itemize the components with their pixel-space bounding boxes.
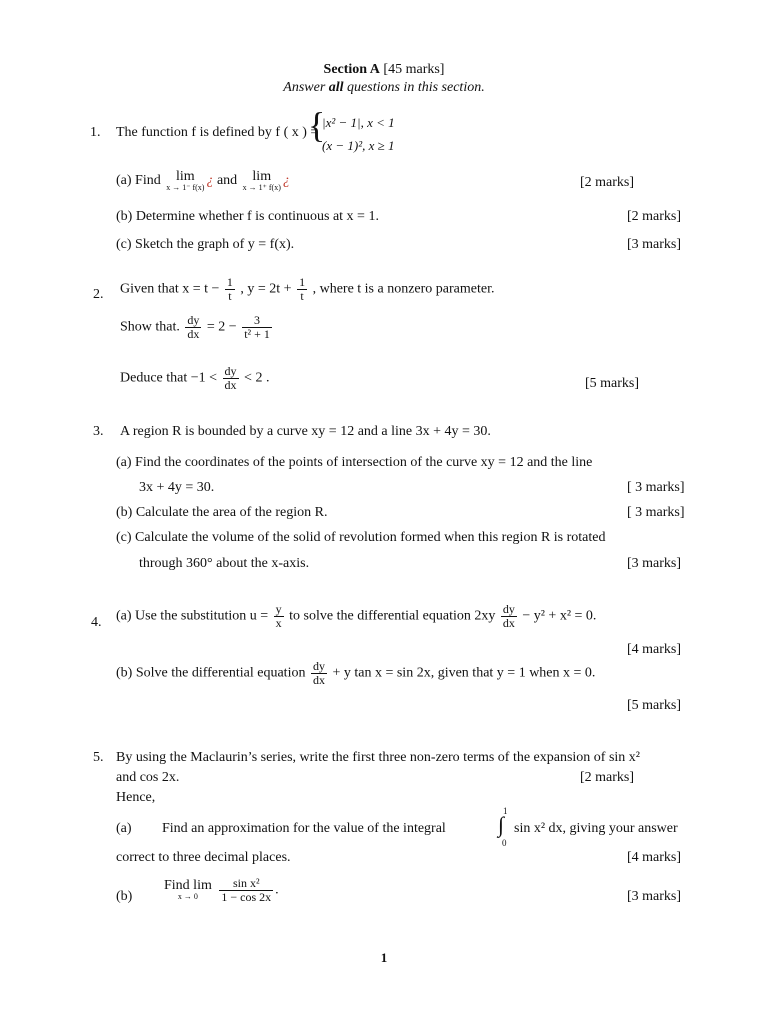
substitution-fraction [274,603,284,629]
instruction-text-post: questions in this section. [343,80,485,95]
instruction-emphasis: all [328,80,344,95]
question-1-number: 1. [90,125,101,140]
question-1-stem: The function f is defined by f ( x ) = [116,125,319,140]
substitution-den: x [275,615,282,630]
deduce-fraction [223,365,239,391]
given-fraction-2 [297,276,307,302]
piecewise-brace: { [308,105,326,145]
section-instruction [0,80,768,96]
show-lhs-fraction [185,314,201,340]
question-4b-fraction [311,660,327,686]
question-1b: (b) Determine whether f is continuous at x = 1. [116,209,379,224]
limit-left [166,170,204,192]
question-1c: (c) Sketch the graph of y = f(x). [116,237,295,252]
question-2-number: 2. [93,287,104,302]
question-5b-limit [164,879,212,901]
question-1c-marks: [3 marks] [627,237,682,252]
show-rhs-den: t² + 1 [244,326,270,341]
question-2-deduce [120,365,269,391]
question-4b-marks: [5 marks] [627,698,682,713]
integral-lower-limit: 0 [502,838,507,848]
question-5-hence: Hence, [116,790,156,805]
deduce-num: dy [224,364,237,378]
limit-left-sub: x → 1⁻ f(x) [166,183,205,192]
question-4b-den: dx [312,672,325,687]
question-4b [116,660,595,686]
section-title: Section A [323,62,380,77]
question-2-given [120,276,495,302]
question-3a-line-1: (a) Find the coordinates of the points of intersection of the curve xy = 12 and the line [116,455,593,470]
question-5b-lim-sub: x → 0 [177,892,198,902]
question-5b-marks: [3 marks] [627,889,682,904]
deduce-den: dx [224,377,237,392]
question-4b-post: + y tan x = sin 2x, given that y = 1 when x = 0. [332,665,596,681]
show-rhs-num: 3 [242,314,272,328]
deduce-text: Deduce that [120,370,188,386]
show-lhs-den: dx [187,326,200,341]
substitution-num: y [275,602,282,616]
question-5b-num: sin x² [219,877,273,891]
show-rhs-fraction [242,314,272,340]
given-text-post: , where t is a nonzero parameter. [312,281,495,297]
broken-glyph-2: ¿ [282,173,290,189]
question-3a-line-2: 3x + 4y = 30. [139,480,215,495]
show-text: Show that. [120,319,180,335]
question-1a-text: (a) Find [116,173,161,189]
question-5b: Find lim x → 0 $\frac{\text{sin x²}}{1 - \cos 2x}$ . [164,876,279,904]
page-number: 1 [380,950,388,965]
given-text-pre: Given that x = t − [120,281,220,297]
question-4a [116,603,596,629]
show-lhs-num: dy [187,313,200,327]
de-num: dy [502,602,515,616]
show-mid: = 2 − [206,319,237,335]
section-marks: [45 marks] [383,62,445,77]
piecewise-case-2: (x − 1)², x ≥ 1 [322,138,395,153]
limit-right-sub: x → 1⁺ f(x) [242,183,281,192]
question-4b-pre: (b) Solve the differential equation [116,665,306,681]
question-3b-marks: [ 3 marks] [627,505,685,520]
instruction-text-pre: Answer [283,80,329,95]
limit-left-op: lim [175,169,195,184]
question-5a-text: Find an approximation for the value of the integral [162,821,446,836]
question-1a-and: and [216,173,238,189]
question-1b-marks: [2 marks] [627,209,682,224]
question-1a [116,170,290,192]
question-2-show [120,314,274,340]
question-5b-fraction [219,877,273,903]
question-5a-marks: [4 marks] [627,850,682,865]
given-fraction-2-den: t [300,288,304,303]
question-5b-den: 1 − cos 2x [221,889,272,904]
question-5a-line-2: correct to three decimal places. [116,850,291,865]
integral-sign: ∫ [498,812,505,837]
broken-glyph-1: ¿ [206,173,214,189]
de-fraction [501,603,517,629]
given-fraction-1-den: t [228,288,232,303]
given-text-mid: , y = 2t + [240,281,292,297]
piecewise-case-1: |x² − 1|, x < 1 [322,115,395,130]
question-3c-marks: [3 marks] [627,556,682,571]
question-4a-post: − y² + x² = 0. [522,608,597,624]
question-4a-pre: (a) Use the substitution u = [116,608,269,624]
question-4a-marks: [4 marks] [627,642,682,657]
question-5a-integrand: sin x² dx, giving your answer [514,821,678,836]
question-5b-label: (b) [116,889,133,904]
question-3-number: 3. [93,424,104,439]
question-5-line-1: By using the Maclaurin’s series, write the first three non-zero terms of the expansion of sin x² [116,750,641,765]
question-4b-num: dy [312,659,325,673]
de-den: dx [502,615,515,630]
question-3b: (b) Calculate the area of the region R. [116,505,328,520]
limit-right [243,170,281,192]
question-1a-marks: [2 marks] [580,175,635,190]
question-2-marks: [5 marks] [585,376,640,391]
integral-upper-limit: 1 [503,806,508,816]
given-fraction-1 [225,276,235,302]
question-5b-lim-op: Find lim [164,878,212,894]
question-4a-mid: to solve the differential equation 2xy [289,608,496,624]
section-heading [0,62,768,78]
deduce-left: −1 < [190,370,218,386]
question-5-number: 5. [93,750,104,765]
given-fraction-1-num: 1 [226,275,233,289]
question-3a-marks: [ 3 marks] [627,480,685,495]
question-5-line-2: and cos 2x. [116,770,180,785]
question-5-line-2-marks: [2 marks] [580,770,635,785]
limit-right-op: lim [252,169,272,184]
question-3c-line-2: through 360° about the x-axis. [139,556,310,571]
question-3-stem: A region R is bounded by a curve xy = 12 and a line 3x + 4y = 30. [120,424,491,439]
question-4-number: 4. [91,615,102,630]
given-fraction-2-num: 1 [299,275,306,289]
question-3c-line-1: (c) Calculate the volume of the solid of revolution formed when this region R is rotated [116,530,606,545]
deduce-right: < 2 . [244,370,270,386]
question-5a-label: (a) [116,821,132,836]
